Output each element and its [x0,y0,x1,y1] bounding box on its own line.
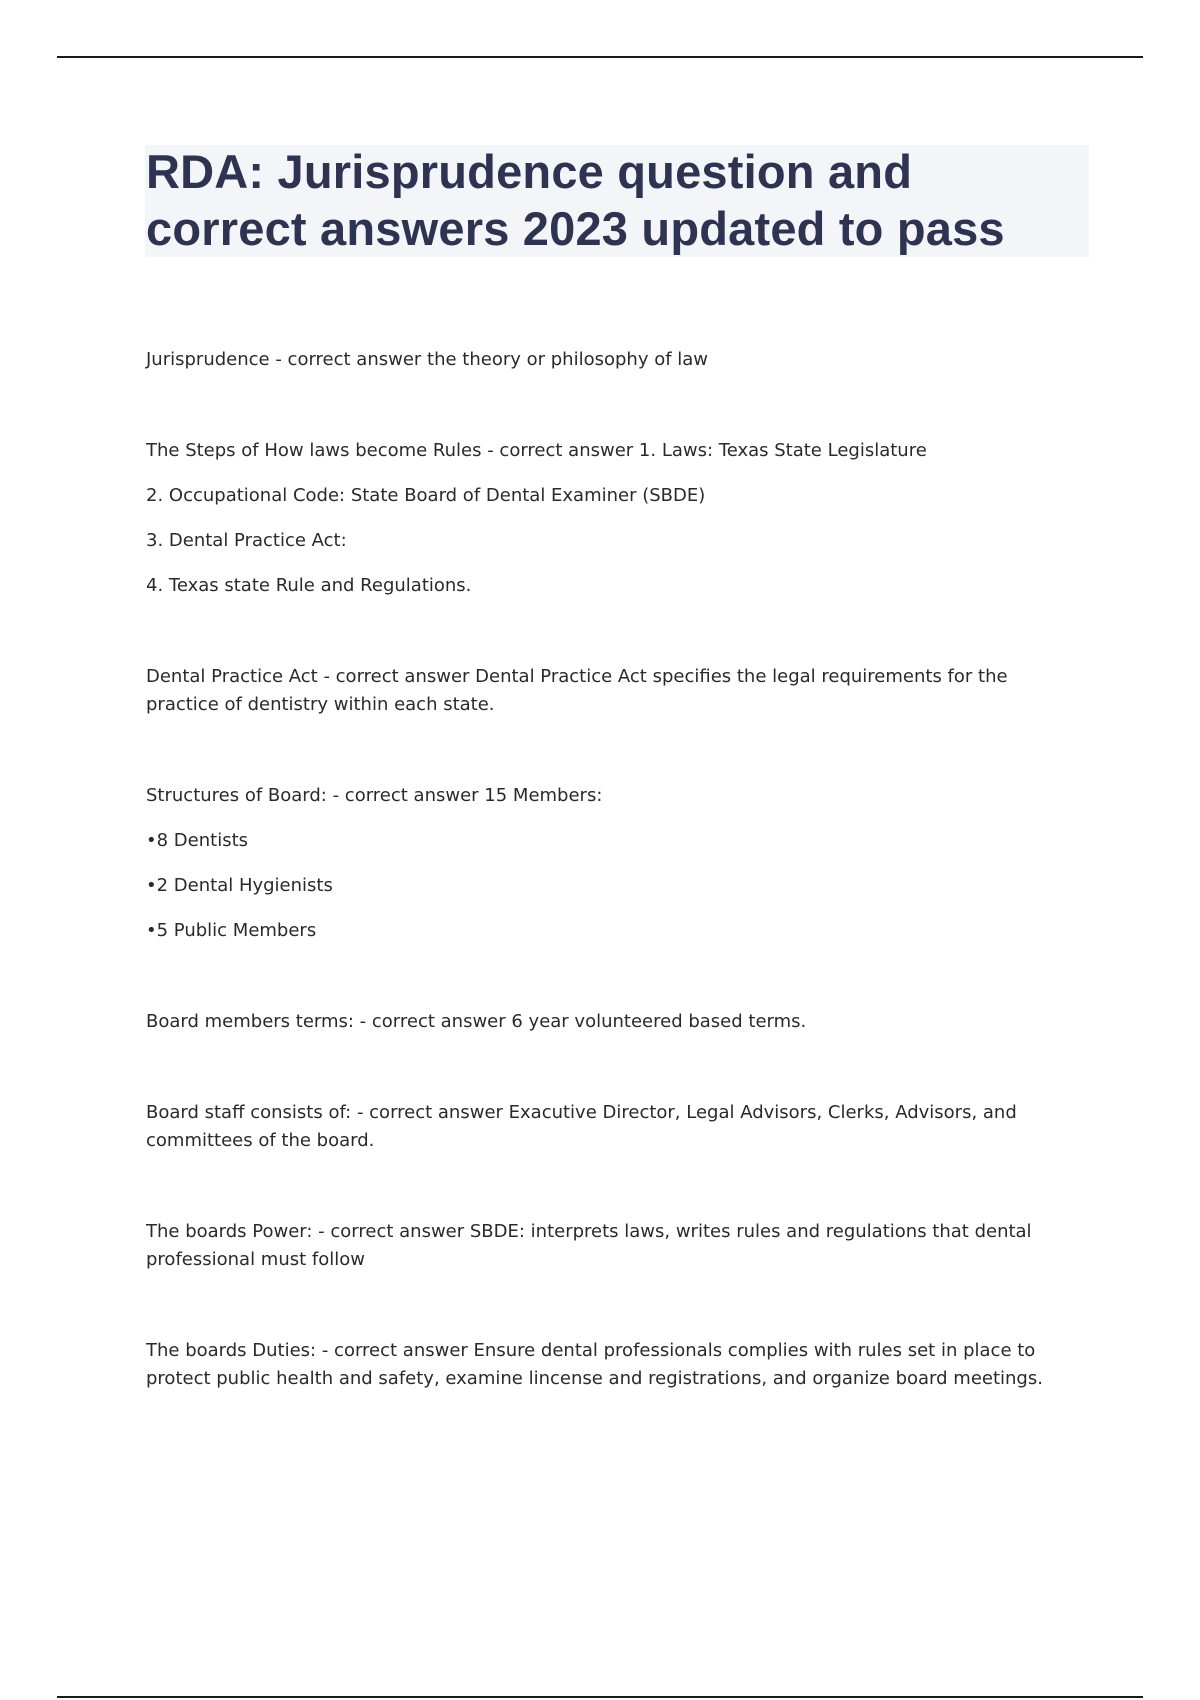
entry-line: 2. Occupational Code: State Board of Dental Examiner (SBDE) [146,485,706,506]
top-divider [57,56,1143,58]
bottom-divider [57,1696,1143,1698]
entry-line: •5 Public Members [146,920,317,941]
qa-entry-board-duties [146,1337,1086,1393]
qa-entry-board-power [146,1218,1086,1274]
qa-entry-board-staff [146,1099,1086,1155]
entry-line: 3. Dental Practice Act: [146,530,347,551]
qa-entry-jurisprudence [146,346,1086,374]
entry-line: •8 Dentists [146,830,249,851]
entry-line: The Steps of How laws become Rules - correct answer 1. Laws: Texas State Legislature [146,440,927,461]
qa-entry-board-structure [146,782,1086,945]
entry-line: Dental Practice Act - correct answer Dental Practice Act specifies the legal requirements for the practice of dentistry within each state. [146,666,1008,715]
document-body [146,346,1086,1456]
qa-entry-law-steps [146,437,1086,600]
entry-line: Board members terms: - correct answer 6 year volunteered based terms. [146,1011,807,1032]
entry-line: Structures of Board: - correct answer 15 Members: [146,785,603,806]
entry-line: •2 Dental Hygienists [146,875,333,896]
entry-line: Board staff consists of: - correct answer Exacutive Director, Legal Advisors, Clerks, Advisors, and committees of the board. [146,1102,1017,1151]
entry-line: The boards Duties: - correct answer Ensure dental professionals complies with rules set in place to protect public health and safety, examine lincense and registrations, and organize board meetings. [146,1340,1043,1389]
page-title: RDA: Jurisprudence question and correct answers 2023 updated to pass [146,145,1005,255]
entry-line: 4. Texas state Rule and Regulations. [146,575,472,596]
qa-entry-board-terms [146,1008,1086,1036]
entry-line: Jurisprudence - correct answer the theory or philosophy of law [146,349,709,370]
qa-entry-dental-practice-act [146,663,1086,719]
entry-line: The boards Power: - correct answer SBDE: interprets laws, writes rules and regulations that dental professional must follow [146,1221,1032,1270]
